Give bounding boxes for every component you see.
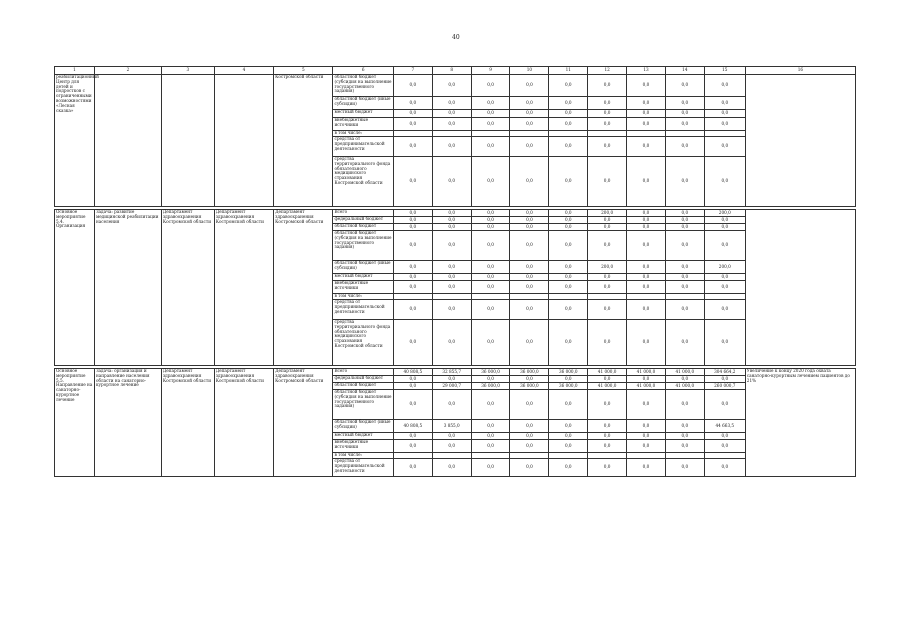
value-cell: 0,0 [432, 281, 471, 294]
value-cell: 0,0 [432, 440, 471, 453]
value-cell: 0,0 [510, 217, 549, 224]
value-cell: 0,0 [432, 97, 471, 110]
value-cell: 0,0 [627, 274, 666, 281]
value-cell: 41 000,0 [627, 383, 666, 390]
value-cell: 0,0 [627, 300, 666, 320]
column-header-12: 12 [588, 67, 627, 75]
value-cell: 0,0 [588, 459, 627, 477]
funding-source: средства территориального фонда обязательного медицинского страхования Костромской области [333, 320, 393, 366]
column-header-1: 1 [55, 67, 95, 75]
cell-c1: Основное мероприятие 5.4. Организация [55, 210, 95, 366]
value-cell: 0,0 [471, 97, 510, 110]
value-cell: 0,0 [432, 459, 471, 477]
funding-source: областной бюджет (иные субсидии) [333, 261, 393, 274]
value-cell: 0,0 [549, 224, 588, 231]
cell-c16 [745, 75, 855, 207]
value-cell: 0,0 [393, 210, 432, 217]
value-cell: 0,0 [588, 231, 627, 261]
value-cell: 0,0 [627, 320, 666, 366]
value-cell: 40 808,5 [393, 369, 432, 376]
cell-c5: Костромской области [274, 75, 333, 207]
value-cell: 0,0 [627, 97, 666, 110]
value-cell: 0,0 [471, 110, 510, 118]
value-cell: 0,0 [665, 320, 704, 366]
value-cell: 0,0 [549, 420, 588, 433]
value-cell: 0,0 [665, 118, 704, 131]
value-cell: 0,0 [704, 459, 745, 477]
value-cell: 0,0 [627, 231, 666, 261]
value-cell: 0,0 [665, 459, 704, 477]
value-cell: 40 808,5 [393, 420, 432, 433]
value-cell: 0,0 [588, 281, 627, 294]
value-cell: 0,0 [627, 110, 666, 118]
value-cell: 0,0 [665, 157, 704, 207]
funding-source: Всего [333, 369, 393, 376]
value-cell: 0,0 [432, 224, 471, 231]
value-cell: 0,0 [432, 261, 471, 274]
cell-c1: реабилитационный Центр для детей и подростков с ограниченными возможностями «Лесная сказка» [55, 75, 95, 207]
value-cell: 0,0 [588, 118, 627, 131]
value-cell: 0,0 [704, 281, 745, 294]
value-cell: 0,0 [510, 97, 549, 110]
value-cell: 0,0 [510, 231, 549, 261]
value-cell: 0,0 [471, 75, 510, 97]
value-cell: 200,0 [704, 210, 745, 217]
value-cell: 0,0 [393, 274, 432, 281]
value-cell: 0,0 [627, 261, 666, 274]
value-cell: 0,0 [393, 157, 432, 207]
value-cell: 0,0 [549, 75, 588, 97]
value-cell: 0,0 [432, 390, 471, 420]
value-cell: 0,0 [627, 390, 666, 420]
value-cell: 0,0 [704, 320, 745, 366]
funding-source: федеральный бюджет [333, 376, 393, 383]
value-cell: 0,0 [588, 110, 627, 118]
funding-source: средства от предпринимательской деятельности [333, 459, 393, 477]
value-cell: 0,0 [471, 157, 510, 207]
value-cell: 0,0 [393, 433, 432, 440]
value-cell: 0,0 [665, 390, 704, 420]
funding-source: областной бюджет (субсидия на выполнение государственного задания) [333, 75, 393, 97]
value-cell: 0,0 [510, 281, 549, 294]
value-cell: 0,0 [549, 376, 588, 383]
value-cell: 0,0 [471, 231, 510, 261]
value-cell: 0,0 [665, 433, 704, 440]
funding-source: областной бюджет (иные субсидии) [333, 420, 393, 433]
value-cell: 0,0 [471, 281, 510, 294]
value-cell: 0,0 [393, 281, 432, 294]
table-row [55, 210, 856, 217]
value-cell: 0,0 [432, 217, 471, 224]
value-cell: 36 000,0 [510, 369, 549, 376]
funding-source: областной бюджет (иные субсидии) [333, 97, 393, 110]
value-cell: 0,0 [432, 376, 471, 383]
value-cell: 0,0 [432, 433, 471, 440]
value-cell: 0,0 [704, 110, 745, 118]
value-cell: 0,0 [549, 97, 588, 110]
cell-c4: Департамент здравоохранения Костромской области [214, 210, 273, 366]
cell-c3: Департамент здравоохранения Костромской области [161, 210, 214, 366]
value-cell: 41 000,0 [665, 383, 704, 390]
value-cell: 0,0 [510, 420, 549, 433]
value-cell: 36 000,0 [471, 369, 510, 376]
value-cell: 41 000,0 [588, 383, 627, 390]
value-cell: 0,0 [393, 261, 432, 274]
value-cell: 0,0 [627, 281, 666, 294]
value-cell: 0,0 [665, 300, 704, 320]
value-cell: 0,0 [432, 274, 471, 281]
value-cell: 0,0 [471, 210, 510, 217]
value-cell: 0,0 [704, 97, 745, 110]
page-number: 40 [452, 34, 460, 41]
funding-source: в том числе: [333, 453, 393, 459]
value-cell: 36 000,0 [549, 383, 588, 390]
value-cell: 0,0 [588, 217, 627, 224]
value-cell: 0,0 [432, 157, 471, 207]
value-cell: 0,0 [665, 376, 704, 383]
value-cell: 0,0 [704, 224, 745, 231]
value-cell: 0,0 [588, 137, 627, 157]
value-cell: 0,0 [627, 217, 666, 224]
value-cell: 0,0 [704, 390, 745, 420]
value-cell: 0,0 [393, 376, 432, 383]
value-cell: 0,0 [704, 274, 745, 281]
value-cell: 0,0 [704, 433, 745, 440]
table-row [55, 75, 856, 97]
value-cell: 0,0 [393, 97, 432, 110]
column-header-7: 7 [393, 67, 432, 75]
value-cell: 0,0 [665, 274, 704, 281]
value-cell: 0,0 [471, 390, 510, 420]
column-header-15: 15 [704, 67, 745, 75]
value-cell: 0,0 [510, 137, 549, 157]
value-cell: 0,0 [510, 210, 549, 217]
value-cell: 0,0 [471, 433, 510, 440]
value-cell: 41 000,0 [627, 369, 666, 376]
value-cell: 0,0 [627, 433, 666, 440]
value-cell: 0,0 [510, 376, 549, 383]
funding-source: внебюджетные источники [333, 440, 393, 453]
value-cell: 0,0 [393, 440, 432, 453]
value-cell: 0,0 [393, 300, 432, 320]
value-cell: 0,0 [549, 157, 588, 207]
value-cell: 0,0 [471, 224, 510, 231]
value-cell: 0,0 [432, 320, 471, 366]
value-cell: 36 000,0 [549, 369, 588, 376]
funding-source: внебюджетные источники [333, 281, 393, 294]
value-cell: 0,0 [665, 440, 704, 453]
value-cell: 0,0 [549, 281, 588, 294]
value-cell: 0,0 [549, 459, 588, 477]
value-cell: 0,0 [588, 75, 627, 97]
value-cell: 0,0 [704, 157, 745, 207]
cell-c16 [745, 210, 855, 366]
value-cell: 0,0 [704, 217, 745, 224]
value-cell: 0,0 [471, 420, 510, 433]
funding-source: средства территориального фонда обязательного медицинского страхования Костромской области [333, 157, 393, 207]
value-cell: 0,0 [549, 261, 588, 274]
value-cell: 0,0 [704, 75, 745, 97]
value-cell: 0,0 [432, 210, 471, 217]
funding-source: в том числе: [333, 294, 393, 300]
value-cell: 0,0 [393, 217, 432, 224]
column-header-6: 6 [333, 67, 393, 75]
column-header-13: 13 [627, 67, 666, 75]
value-cell: 0,0 [627, 118, 666, 131]
column-header-14: 14 [665, 67, 704, 75]
value-cell: 0,0 [588, 390, 627, 420]
value-cell: 0,0 [549, 300, 588, 320]
value-cell: 0,0 [510, 118, 549, 131]
value-cell: 0,0 [704, 118, 745, 131]
value-cell: 0,0 [627, 420, 666, 433]
value-cell: 0,0 [510, 110, 549, 118]
column-header-8: 8 [432, 67, 471, 75]
value-cell: 0,0 [510, 390, 549, 420]
cell-c4: Департамент здравоохранения Костромской области [214, 369, 273, 477]
cell-c2: Задача: развитие медицинской реабилитации населения [94, 210, 161, 366]
value-cell: 0,0 [393, 383, 432, 390]
value-cell: 0,0 [549, 320, 588, 366]
value-cell: 0,0 [588, 97, 627, 110]
funding-source: местный бюджет [333, 274, 393, 281]
value-cell: 0,0 [510, 459, 549, 477]
value-cell: 0,0 [627, 157, 666, 207]
value-cell: 0,0 [393, 75, 432, 97]
value-cell: 0,0 [393, 320, 432, 366]
value-cell: 0,0 [549, 231, 588, 261]
value-cell: 3 855,0 [432, 420, 471, 433]
value-cell: 0,0 [549, 390, 588, 420]
value-cell: 0,0 [471, 459, 510, 477]
funding-source: областной бюджет [333, 224, 393, 231]
value-cell: 200,0 [588, 261, 627, 274]
value-cell: 0,0 [549, 118, 588, 131]
value-cell: 0,0 [549, 210, 588, 217]
funding-source: средства от предпринимательской деятельности [333, 300, 393, 320]
value-cell: 0,0 [549, 274, 588, 281]
value-cell: 0,0 [393, 231, 432, 261]
value-cell: 0,0 [627, 137, 666, 157]
value-cell: 0,0 [510, 75, 549, 97]
value-cell: 0,0 [471, 320, 510, 366]
column-header-9: 9 [471, 67, 510, 75]
column-header-5: 5 [274, 67, 333, 75]
value-cell: 0,0 [549, 440, 588, 453]
value-cell: 304 664,2 [704, 369, 745, 376]
column-header-4: 4 [214, 67, 273, 75]
value-cell: 0,0 [665, 217, 704, 224]
value-cell: 0,0 [704, 137, 745, 157]
value-cell: 0,0 [665, 97, 704, 110]
value-cell: 36 000,0 [510, 383, 549, 390]
value-cell: 0,0 [588, 157, 627, 207]
value-cell: 0,0 [393, 137, 432, 157]
value-cell: 0,0 [627, 210, 666, 217]
value-cell: 0,0 [704, 300, 745, 320]
cell-c16: Увеличение к концу 2020 года охвата санаторно-курортным лечением пациентов до 21% [745, 369, 855, 477]
value-cell: 0,0 [510, 320, 549, 366]
value-cell: 0,0 [704, 376, 745, 383]
value-cell: 0,0 [627, 459, 666, 477]
value-cell: 0,0 [627, 224, 666, 231]
value-cell: 0,0 [665, 224, 704, 231]
value-cell: 0,0 [588, 300, 627, 320]
value-cell: 0,0 [588, 376, 627, 383]
value-cell: 0,0 [471, 217, 510, 224]
column-header-11: 11 [549, 67, 588, 75]
funding-source: Всего [333, 210, 393, 217]
value-cell: 0,0 [665, 261, 704, 274]
value-cell: 0,0 [549, 217, 588, 224]
value-cell: 0,0 [432, 118, 471, 131]
value-cell: 0,0 [393, 224, 432, 231]
value-cell: 0,0 [471, 274, 510, 281]
cell-c2: Задача: организация и направление населения области на санаторно-курортное лечение [94, 369, 161, 477]
value-cell: 36 000,0 [471, 383, 510, 390]
value-cell: 0,0 [471, 137, 510, 157]
cell-c3: Департамент здравоохранения Костромской области [161, 369, 214, 477]
cell-c5: Департамент здравоохранения Костромской области [274, 369, 333, 477]
value-cell: 0,0 [588, 320, 627, 366]
value-cell: 200,0 [704, 261, 745, 274]
value-cell: 0,0 [588, 433, 627, 440]
funding-source: областной бюджет (субсидия на выполнение государственного задания) [333, 390, 393, 420]
value-cell: 0,0 [665, 75, 704, 97]
value-cell: 0,0 [588, 224, 627, 231]
value-cell: 0,0 [471, 300, 510, 320]
value-cell: 0,0 [549, 137, 588, 157]
value-cell: 0,0 [510, 261, 549, 274]
cell-c3 [161, 75, 214, 207]
value-cell: 0,0 [471, 118, 510, 131]
value-cell: 0,0 [704, 231, 745, 261]
value-cell: 0,0 [588, 440, 627, 453]
value-cell: 0,0 [549, 110, 588, 118]
value-cell: 0,0 [665, 110, 704, 118]
funding-source: областной бюджет [333, 383, 393, 390]
funding-source: средства от предпринимательской деятельности [333, 137, 393, 157]
value-cell: 44 663,5 [704, 420, 745, 433]
value-cell: 0,0 [665, 231, 704, 261]
value-cell: 200,0 [588, 210, 627, 217]
cell-c5: Департамент здравоохранения Костромской области [274, 210, 333, 366]
column-header-2: 2 [94, 67, 161, 75]
value-cell: 0,0 [432, 231, 471, 261]
value-cell: 0,0 [588, 420, 627, 433]
value-cell: 41 000,0 [588, 369, 627, 376]
value-cell: 41 000,0 [665, 369, 704, 376]
value-cell: 0,0 [665, 210, 704, 217]
table-row [55, 369, 856, 376]
value-cell: 0,0 [510, 433, 549, 440]
value-cell: 29 000,7 [432, 383, 471, 390]
value-cell: 0,0 [704, 440, 745, 453]
value-cell: 0,0 [627, 376, 666, 383]
cell-c4 [214, 75, 273, 207]
cell-c2 [94, 75, 161, 207]
funding-source: федеральный бюджет [333, 217, 393, 224]
value-cell: 0,0 [510, 157, 549, 207]
value-cell: 0,0 [510, 300, 549, 320]
value-cell: 0,0 [510, 440, 549, 453]
funding-source: внебюджетные источники [333, 118, 393, 131]
value-cell: 0,0 [393, 459, 432, 477]
value-cell: 0,0 [665, 281, 704, 294]
cell-c1: Основное мероприятие 5.5. Направление на санаторно-курортное лечение [55, 369, 95, 477]
value-cell: 0,0 [393, 118, 432, 131]
header-row [55, 67, 856, 75]
value-cell: 0,0 [510, 274, 549, 281]
value-cell: 0,0 [588, 274, 627, 281]
value-cell: 0,0 [549, 433, 588, 440]
column-header-16: 16 [745, 67, 855, 75]
value-cell: 0,0 [393, 110, 432, 118]
value-cell: 0,0 [432, 300, 471, 320]
value-cell: 32 855,7 [432, 369, 471, 376]
funding-source: местный бюджет [333, 433, 393, 440]
value-cell: 0,0 [432, 137, 471, 157]
funding-source: в том числе: [333, 131, 393, 137]
value-cell: 0,0 [665, 137, 704, 157]
value-cell: 0,0 [432, 75, 471, 97]
value-cell: 0,0 [627, 75, 666, 97]
value-cell: 0,0 [471, 440, 510, 453]
value-cell: 0,0 [627, 440, 666, 453]
value-cell: 0,0 [393, 390, 432, 420]
value-cell: 0,0 [510, 224, 549, 231]
value-cell: 0,0 [471, 376, 510, 383]
funding-source: областной бюджет (субсидия на выполнение государственного задания) [333, 231, 393, 261]
budget-table [54, 66, 856, 477]
value-cell: 0,0 [665, 420, 704, 433]
value-cell: 0,0 [432, 110, 471, 118]
column-header-3: 3 [161, 67, 214, 75]
value-cell: 0,0 [471, 261, 510, 274]
funding-source: местный бюджет [333, 110, 393, 118]
column-header-10: 10 [510, 67, 549, 75]
value-cell: 260 000,7 [704, 383, 745, 390]
